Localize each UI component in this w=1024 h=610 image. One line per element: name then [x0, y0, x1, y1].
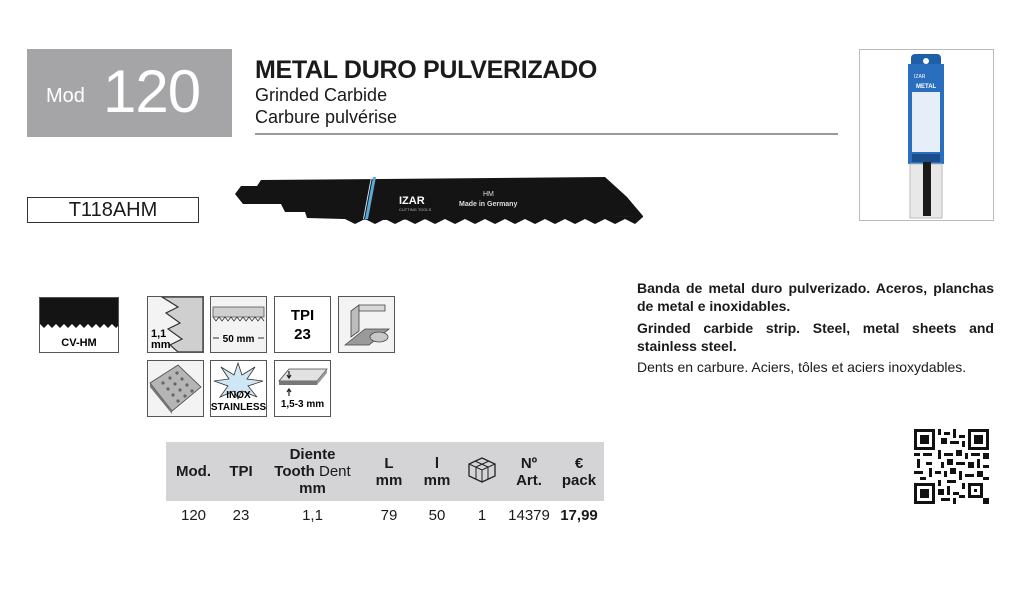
cut-range-icon — [274, 360, 331, 417]
description-french: Dents en carbure. Aciers, tôles et aciers inoxydables. — [637, 359, 967, 375]
stainless-text: STAINLESS — [211, 402, 266, 413]
length-text: 50 mm — [222, 334, 255, 345]
cell-length-useful: 50 — [428, 507, 446, 524]
package-brand: IZAR — [914, 74, 926, 80]
material-text: CV-HM — [61, 337, 97, 349]
package-label: METAL — [916, 84, 937, 90]
header-tpi: TPI — [221, 442, 261, 501]
material-icon — [39, 297, 119, 353]
model-badge — [27, 49, 232, 137]
subtitle-english: Grinded Carbide — [255, 85, 388, 105]
blade-brand: IZAR — [399, 195, 425, 207]
cell-mod: 120 — [180, 507, 207, 524]
blade-mark: HM — [483, 191, 494, 198]
header-pack-icon — [460, 442, 504, 501]
inox-text: INOX — [226, 390, 251, 401]
table-row — [166, 501, 604, 524]
tooth-unit: mm — [151, 339, 171, 351]
tooth-pitch-icon — [147, 296, 204, 353]
cell-tpi: 23 — [232, 507, 250, 524]
qr-code[interactable] — [914, 429, 989, 504]
table-header-row — [166, 442, 604, 501]
tpi-value: 23 — [294, 326, 311, 343]
title-divider — [255, 133, 838, 135]
tpi-label: TPI — [290, 307, 315, 324]
cell-length-total: 79 — [380, 507, 398, 524]
header-article: Nº Art. — [504, 442, 554, 501]
spec-table — [166, 442, 604, 524]
perforated-sheet-icon — [147, 360, 204, 417]
cell-article: 14379 — [508, 507, 550, 524]
model-label: Mod — [46, 85, 85, 107]
box-icon — [467, 456, 497, 484]
product-reference: T118AHM — [27, 197, 199, 223]
model-number: 120 — [103, 58, 201, 125]
tpi-icon — [274, 296, 331, 353]
blade-origin: Made in Germany — [459, 201, 518, 208]
cell-tooth: 1,1 — [302, 507, 323, 524]
cut-range-text: 1,5-3 mm — [280, 399, 325, 410]
steel-profile-icon — [338, 296, 395, 353]
header-length-useful: l mm — [414, 442, 460, 501]
tooth-value: 1,1 — [151, 328, 167, 340]
page-title: METAL DURO PULVERIZADO — [255, 56, 598, 84]
cell-price: 17,99 — [560, 507, 598, 524]
saw-blade-image — [235, 172, 645, 228]
header-tooth: Diente Tooth Dent mm — [261, 442, 364, 501]
package-image — [859, 49, 994, 221]
cell-pack: 1 — [477, 507, 487, 524]
description-english: Grinded carbide strip. Steel, metal sheets and stainless steel. — [637, 320, 994, 354]
blade-brand-sub: CUTTING TOOLS — [399, 207, 432, 212]
description-spanish: Banda de metal duro pulverizado. Aceros, planchas de metal e inoxidables. — [637, 280, 994, 314]
subtitle-french: Carbure pulvérise — [255, 107, 398, 127]
header-mod: Mod. — [166, 442, 221, 501]
header-price: € pack — [554, 442, 604, 501]
blade-length-icon — [210, 296, 267, 353]
header-length-total: L mm — [364, 442, 414, 501]
inox-stainless-icon — [210, 360, 267, 417]
